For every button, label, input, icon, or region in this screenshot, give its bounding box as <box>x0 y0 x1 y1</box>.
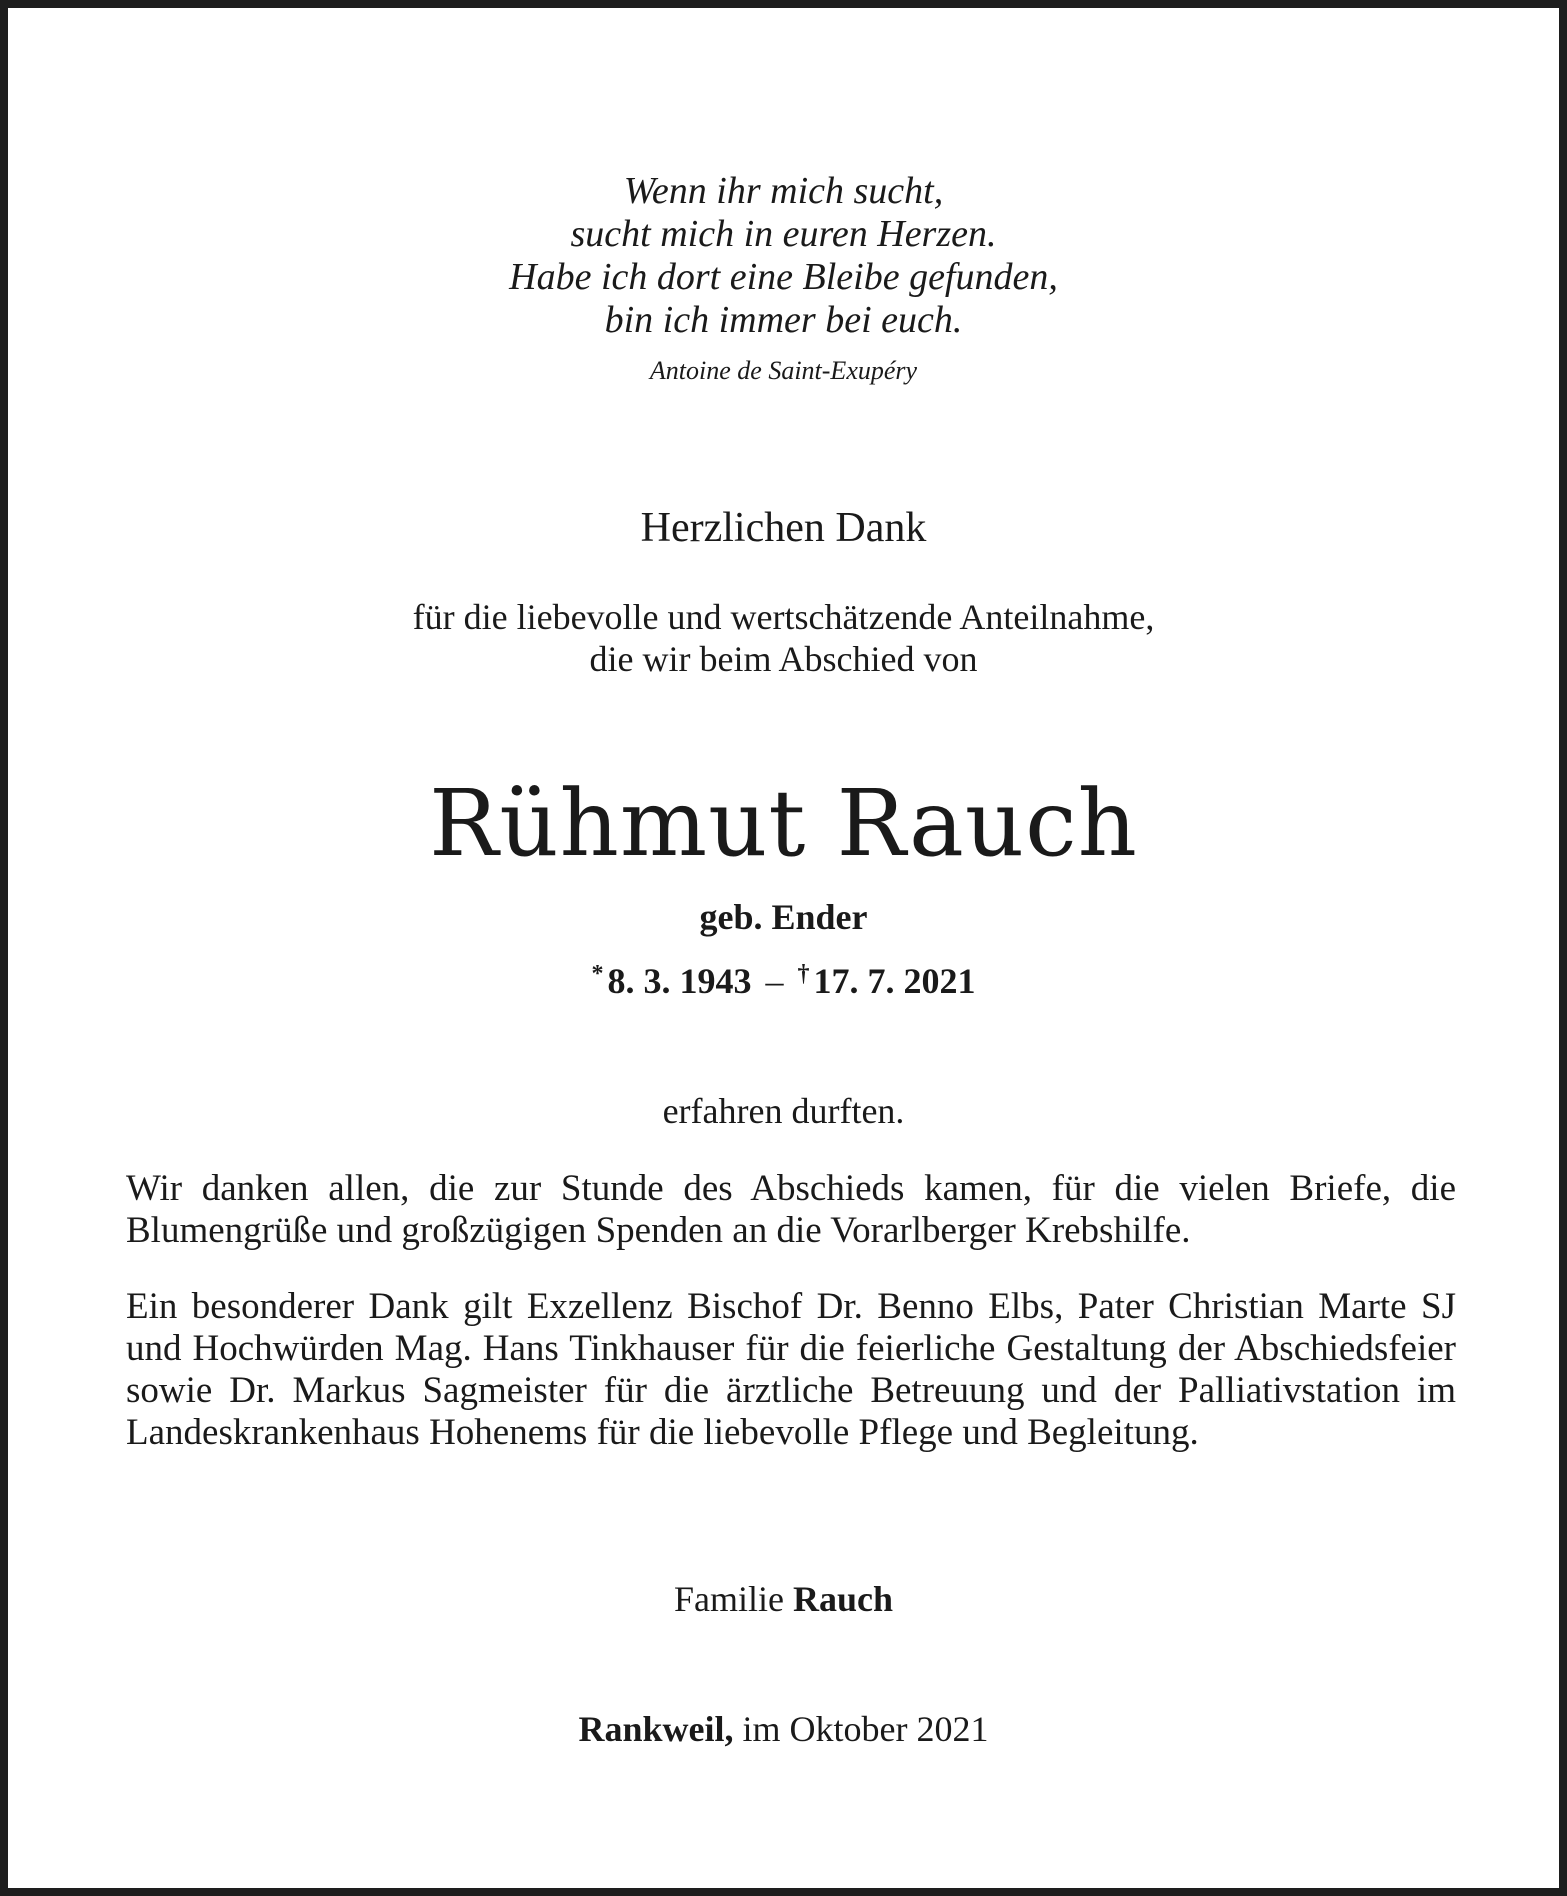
birth-star-icon: * <box>591 961 604 987</box>
death-date: 17. 7. 2021 <box>813 961 976 1001</box>
quote-block <box>8 170 1559 342</box>
death-cross-icon: † <box>797 961 810 987</box>
deceased-name: Rühmut Rauch <box>429 770 1138 877</box>
date-separator: – <box>765 961 784 1001</box>
quote-line: Habe ich dort eine Bleibe gefunden, <box>509 256 1058 298</box>
quote-line: sucht mich in euren Herzen. <box>570 213 997 255</box>
quote-line: Wenn ihr mich sucht, <box>623 170 944 212</box>
quote-author: Antoine de Saint-Exupéry <box>649 356 918 385</box>
life-dates <box>8 960 1559 1002</box>
intro-line: für die liebevolle und wertschätzende Anteilnahme, <box>412 597 1155 637</box>
signature <box>8 1578 1559 1620</box>
thanks-paragraph: Ein besonderer Dank gilt Exzellenz Bischof Dr. Benno Elbs, Pater Christian Marte SJ und Hochwürden Mag. Hans Tinkhauser für die feierliche Gestaltung der Abschiedsfeier sowie Dr. Markus Sagmeister für die ärztliche Betreuung und der Palliativstation im Landeskrankenhaus Hohenems für die liebevolle Pflege und Begleitung. <box>126 1286 1456 1453</box>
place: Rankweil, <box>578 1709 734 1749</box>
thanks-heading: Herzlichen Dank <box>640 505 927 551</box>
birth-date: 8. 3. 1943 <box>607 961 752 1001</box>
signature-prefix: Familie <box>673 1579 784 1619</box>
intro-text <box>8 596 1559 680</box>
birth-name: geb. Ender <box>699 897 868 937</box>
thanks-paragraph: Wir danken allen, die zur Stunde des Abschieds kamen, für die vielen Briefe, die Blumengrüße und großzügigen Spenden an die Vorarlberger Krebshilfe. <box>126 1168 1456 1251</box>
intro-line: die wir beim Abschied von <box>589 639 978 679</box>
quote-line: bin ich immer bei euch. <box>604 299 963 341</box>
date: im Oktober 2021 <box>742 1709 989 1749</box>
signature-family-name: Rauch <box>792 1579 894 1619</box>
closing-intro: erfahren durften. <box>662 1091 905 1131</box>
place-date <box>8 1708 1559 1750</box>
